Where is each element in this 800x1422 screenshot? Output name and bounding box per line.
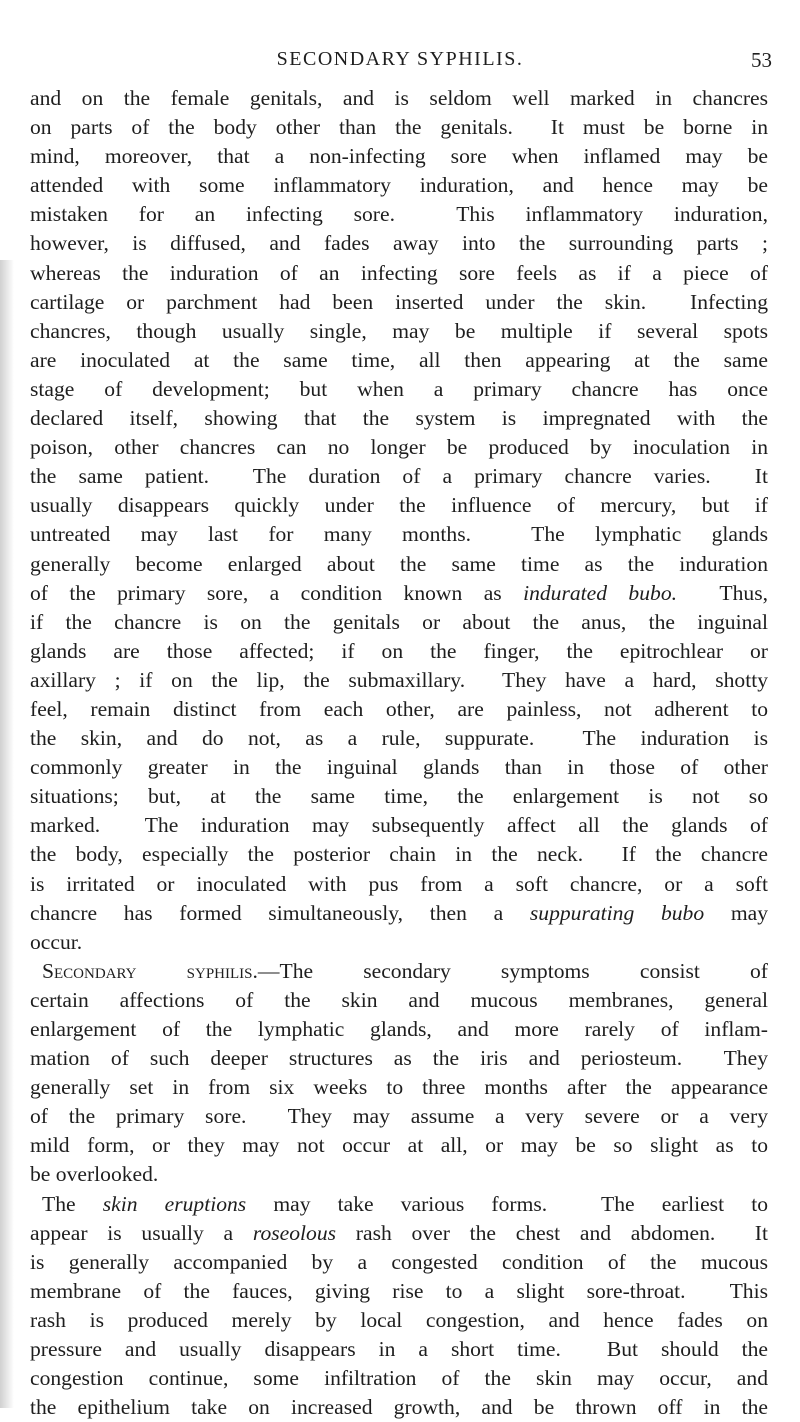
text-line: [30, 433, 768, 462]
text-segment: pressure and usually disappears in a short time. But should the: [30, 1337, 768, 1362]
text-line: [30, 1364, 768, 1393]
text-segment: The: [42, 1191, 103, 1216]
body-text: [30, 84, 768, 1422]
text-segment: rash over the chest and abdomen. It: [336, 1220, 769, 1245]
text-line: [30, 200, 768, 229]
text-segment: however, is diffused, and fades away into the surrounding parts ;: [30, 231, 768, 256]
text-line: [30, 608, 768, 637]
text-segment: glands are those affected; if on the finger, the epitrochlear or: [30, 638, 768, 663]
text-line: [30, 404, 768, 433]
text-segment: be overlooked.: [30, 1162, 159, 1187]
text-segment: may take various forms. The earliest to: [246, 1191, 769, 1216]
text-line: [30, 870, 768, 899]
text-segment: occur.: [30, 929, 83, 954]
text-segment: mation of such deeper structures as the iris and periosteum. They: [30, 1046, 768, 1071]
text-segment: chancres, though usually single, may be multiple if several spots: [30, 318, 768, 343]
text-segment: rash is produced merely by local congestion, and hence fades on: [30, 1307, 768, 1332]
text-line: [30, 491, 768, 520]
italic-term: indurated bubo.: [523, 580, 678, 605]
text-line: [30, 1044, 768, 1073]
text-line: [30, 1160, 768, 1189]
text-line: [30, 229, 768, 258]
text-line: [30, 753, 768, 782]
italic-term: suppurating bubo: [529, 900, 705, 925]
text-line: [30, 695, 768, 724]
text-segment: poison, other chancres can no longer be produced by inoculation in: [30, 435, 768, 460]
text-line: [30, 811, 768, 840]
text-segment: stage of development; but when a primary chancre has once: [30, 376, 768, 401]
text-segment: the body, especially the posterior chain in the neck. If the chancre: [30, 842, 768, 867]
text-segment: attended with some inflammatory induration, and hence may be: [30, 173, 768, 198]
text-segment: may: [704, 900, 768, 925]
text-line: [30, 1015, 768, 1044]
text-line: [30, 84, 768, 113]
text-line: [30, 1131, 768, 1160]
text-line: [30, 724, 768, 753]
text-line: [30, 113, 768, 142]
text-line: [30, 346, 768, 375]
text-segment: are inoculated at the same time, all then appearing at the same: [30, 347, 768, 372]
text-segment: appear is usually a: [30, 1220, 253, 1245]
running-head: [0, 48, 800, 78]
gutter-shadow: [0, 260, 14, 1408]
text-segment: commonly greater in the inguinal glands than in those of other: [30, 755, 768, 780]
text-segment: the same patient. The duration of a primary chancre varies. It: [30, 464, 768, 489]
text-line: [30, 637, 768, 666]
text-line: [30, 666, 768, 695]
text-segment: membrane of the fauces, giving rise to a slight sore-throat. This: [30, 1278, 768, 1303]
text-segment: if the chancre is on the genitals or about the anus, the inguinal: [30, 609, 768, 634]
text-segment: declared itself, showing that the system is impregnated with the: [30, 406, 768, 431]
text-line: [30, 1219, 768, 1248]
text-segment: —The secondary symptoms consist of: [257, 958, 768, 983]
text-segment: is generally accompanied by a congested condition of the mucous: [30, 1249, 768, 1274]
section-heading: Secondary syphilis.: [42, 958, 258, 983]
text-segment: mild form, or they may not occur at all, or may be so slight as to: [30, 1133, 768, 1158]
text-segment: the epithelium take on increased growth, and be thrown off in the: [30, 1395, 768, 1420]
text-segment: on parts of the body other than the genitals. It must be borne in: [30, 115, 768, 140]
text-line: [30, 1190, 768, 1219]
text-segment: usually disappears quickly under the influence of mercury, but if: [30, 493, 768, 518]
running-head-title: SECONDARY SYPHILIS.: [276, 48, 524, 70]
italic-term: skin eruptions: [102, 1191, 247, 1216]
page-number: 53: [751, 48, 772, 72]
text-line: [30, 142, 768, 171]
text-line: [30, 1248, 768, 1277]
text-line: [30, 840, 768, 869]
text-segment: of the primary sore. They may assume a very severe or a very: [30, 1104, 768, 1129]
text-segment: axillary ; if on the lip, the submaxillary. They have a hard, shotty: [30, 667, 768, 692]
text-segment: congestion continue, some infiltration of the skin may occur, and: [30, 1366, 768, 1391]
text-line: [30, 957, 768, 986]
text-segment: feel, remain distinct from each other, are painless, not adherent to: [30, 696, 768, 721]
text-segment: generally set in from six weeks to three months after the appearance: [30, 1075, 768, 1100]
text-line: [30, 1073, 768, 1102]
text-line: [30, 579, 768, 608]
text-line: [30, 986, 768, 1015]
text-line: [30, 1306, 768, 1335]
text-segment: cartilage or parchment had been inserted under the skin. Infecting: [30, 289, 768, 314]
text-line: [30, 171, 768, 200]
text-line: [30, 899, 768, 928]
text-line: [30, 1277, 768, 1306]
text-line: [30, 520, 768, 549]
text-line: [30, 782, 768, 811]
text-segment: chancre has formed simultaneously, then a: [30, 900, 530, 925]
text-line: [30, 317, 768, 346]
text-segment: Thus,: [677, 580, 768, 605]
text-line: [30, 1102, 768, 1131]
text-line: [30, 288, 768, 317]
text-segment: untreated may last for many months. The lymphatic glands: [30, 522, 768, 547]
text-line: [30, 550, 768, 579]
text-segment: marked. The induration may subsequently affect all the glands of: [30, 813, 768, 838]
text-line: [30, 1335, 768, 1364]
text-segment: mind, moreover, that a non-infecting sore when inflamed may be: [30, 144, 768, 169]
text-segment: the skin, and do not, as a rule, suppurate. The induration is: [30, 726, 768, 751]
text-segment: whereas the induration of an infecting sore feels as if a piece of: [30, 260, 768, 285]
text-segment: enlargement of the lymphatic glands, and more rarely of inflam-: [30, 1017, 768, 1041]
text-segment: generally become enlarged about the same time as the induration: [30, 551, 768, 576]
text-segment: mistaken for an infecting sore. This inflammatory induration,: [30, 202, 768, 227]
text-segment: of the primary sore, a condition known as: [30, 580, 524, 605]
text-line: [30, 462, 768, 491]
text-segment: and on the female genitals, and is seldom well marked in chancres: [30, 86, 768, 110]
text-line: [30, 375, 768, 404]
text-segment: certain affections of the skin and mucous membranes, general: [30, 987, 768, 1012]
italic-term: roseolous: [252, 1220, 337, 1245]
text-line: [30, 928, 768, 957]
text-segment: is irritated or inoculated with pus from a soft chancre, or a soft: [30, 871, 768, 896]
text-line: [30, 259, 768, 288]
text-segment: situations; but, at the same time, the enlargement is not so: [30, 784, 768, 809]
